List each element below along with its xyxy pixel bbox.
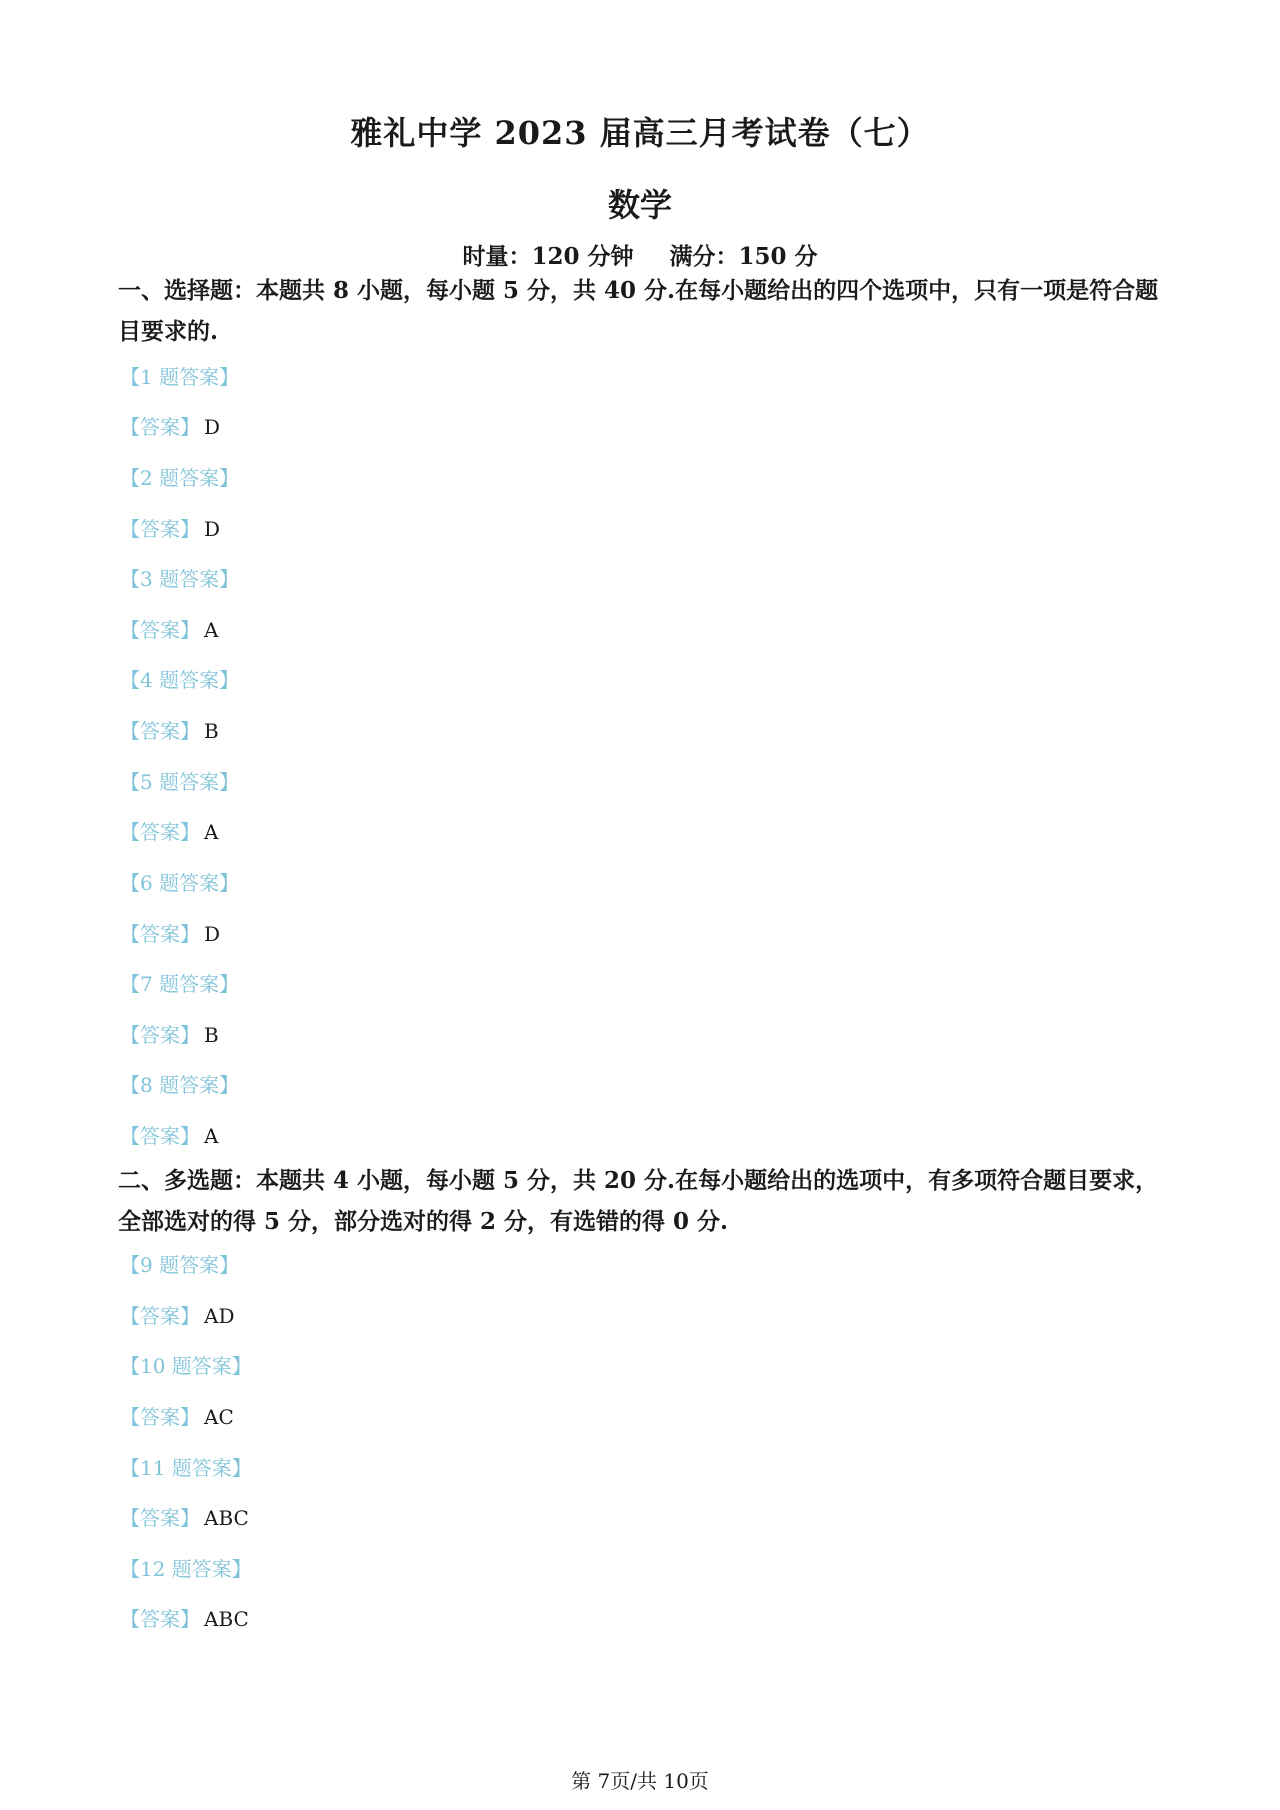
question-7-label: 【7 题答案】 [120,972,240,996]
exam-meta [0,238,1280,271]
answer-11-value: ABC [204,1506,249,1530]
answer-1: 【答案】 D [120,415,221,439]
answer-3: 【答案】 A [120,618,219,642]
question-2-label: 【2 题答案】 [120,466,240,490]
answer-6: 【答案】 D [120,922,221,946]
answer-3-value: A [204,618,219,642]
answer-1-value: D [204,415,221,439]
question-3-label: 【3 题答案】 [120,567,240,591]
question-1-label: 【1 题答案】 [120,365,240,389]
answer-7: 【答案】 B [120,1023,219,1047]
answer-10-value: AC [204,1405,234,1429]
page-title: 雅礼中学 2023 届高三月考试卷（七） [350,114,930,152]
question-5-label: 【5 题答案】 [120,770,240,794]
time-limit: 时量：120 分钟 [462,243,634,270]
question-6-label: 【6 题答案】 [120,871,240,895]
answer-6-value: D [204,922,221,946]
answer-2: 【答案】 D [120,517,221,541]
answer-9-value: AD [204,1304,235,1328]
question-12-label: 【12 题答案】 [120,1557,252,1581]
answer-12: 【答案】 ABC [120,1607,249,1631]
answer-5-value: A [204,820,219,844]
answer-11: 【答案】 ABC [120,1506,249,1530]
question-11-label: 【11 题答案】 [120,1456,252,1480]
answer-10: 【答案】 AC [120,1405,234,1429]
section-2-heading: 二、多选题：本题共 4 小题，每小题 5 分，共 20 分.在每小题给出的选项中，有多项符合题目要求，全部选对的得 5 分，部分选对的得 2 分，有选错的得 0 分. [118,1167,1159,1235]
answer-9: 【答案】 AD [120,1304,235,1328]
question-10-label: 【10 题答案】 [120,1354,252,1378]
answer-4: 【答案】 B [120,719,219,743]
question-8-label: 【8 题答案】 [120,1073,240,1097]
answer-2-value: D [204,517,221,541]
question-9-label: 【9 题答案】 [120,1253,240,1277]
answer-8-value: A [204,1124,219,1148]
answer-5: 【答案】 A [120,820,219,844]
page-number: 第 7页/共 10页 [571,1769,709,1793]
answer-4-value: B [204,719,219,743]
answer-7-value: B [204,1023,219,1047]
subject-title: 数学 [607,186,672,224]
question-4-label: 【4 题答案】 [120,668,240,692]
full-score: 满分：150 分 [669,243,818,270]
answer-8: 【答案】 A [120,1124,219,1148]
answer-12-value: ABC [204,1607,249,1631]
section-1-heading: 一、选择题：本题共 8 小题，每小题 5 分，共 40 分.在每小题给出的四个选项中，只有一项是符合题目要求的. [118,277,1159,345]
